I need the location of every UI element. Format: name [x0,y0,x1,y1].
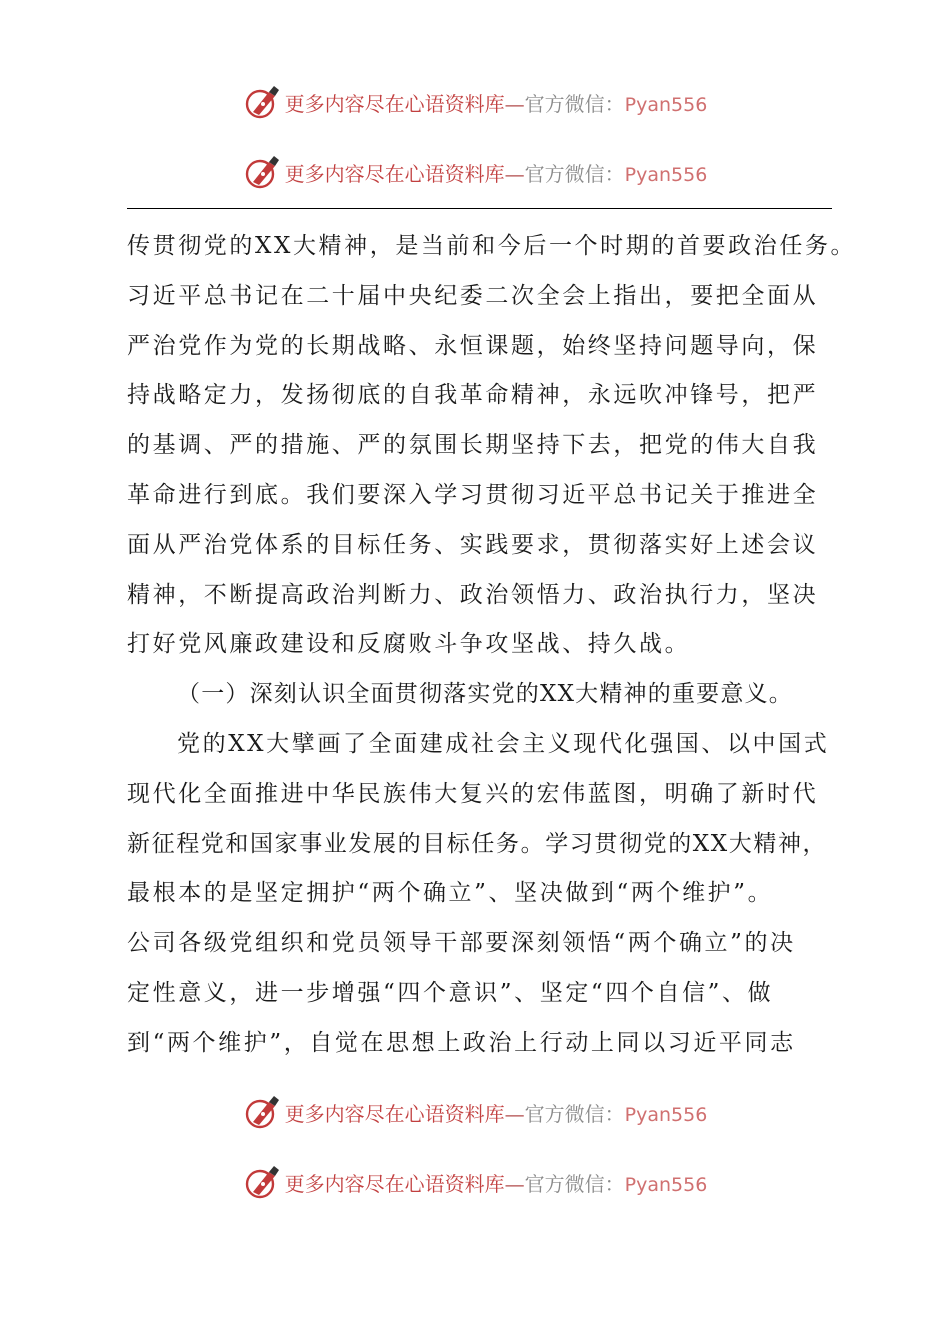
body-line: 定性意义，进一步增强“四个意识”、坚定“四个自信”、做 [127,979,774,1006]
watermark-banner-bottom-2 [0,1162,950,1202]
body-line: 传贯彻党的XX大精神，是当前和今后一个时期的首要政治任务。 [127,233,857,259]
body-line: 现代化全面推进中华民族伟大复兴的宏伟蓝图，明确了新时代 [127,780,819,807]
body-line: 新征程党和国家事业发展的目标任务。学习贯彻党的XX大精神， [127,830,828,857]
watermark-text: 更多内容尽在心语资料库 [284,161,505,186]
body-line: 到“两个维护”，自觉在思想上政治上行动上同以习近平同志 [127,1029,796,1056]
pen-nib-logo-icon [243,1162,283,1202]
body-line: 最根本的是坚定拥护“两个确立”、坚决做到“两个维护”。 [127,880,774,907]
header-divider [127,208,832,209]
watermark-label: 官方微信： [524,1101,625,1126]
watermark-banner-bottom-1 [0,1092,950,1132]
watermark-text: 更多内容尽在心语资料库 [284,1101,505,1126]
document-body [127,222,857,1069]
watermark-dash: — [504,91,525,116]
watermark-code: Pyan556 [624,1173,708,1196]
body-line: 习近平总书记在二十届中央纪委二次全会上指出，要把全面从 [127,282,819,309]
watermark-dash: — [504,161,525,186]
watermark-label: 官方微信： [524,91,625,116]
pen-nib-logo-icon [243,82,283,122]
watermark-text: 更多内容尽在心语资料库 [284,91,505,116]
watermark-dash: — [504,1101,525,1126]
pen-nib-logo-icon [243,1092,283,1132]
watermark-code: Pyan556 [624,1103,708,1126]
body-line: 持战略定力，发扬彻底的自我革命精神，永远吹冲锋号，把严 [127,382,819,409]
watermark-code: Pyan556 [624,163,708,186]
body-line: 严治党作为党的长期战略、永恒课题，始终坚持问题导向，保 [127,332,819,359]
body-line: 党的XX大擘画了全面建成社会主义现代化强国、以中国式 [177,730,830,757]
body-line: 面从严治党体系的目标任务、实践要求，贯彻落实好上述会议 [127,531,819,558]
body-line: 的基调、严的措施、严的氛围长期坚持下去，把党的伟大自我 [127,432,819,459]
watermark-code: Pyan556 [624,93,708,116]
body-line: 革命进行到底。我们要深入学习贯彻习近平总书记关于推进全 [127,481,819,508]
body-line: 打好党风廉政建设和反腐败斗争攻坚战、持久战。 [127,631,691,658]
section-heading: （一）深刻认识全面贯彻落实党的XX大精神的重要意义。 [177,681,793,708]
body-line: 精神，不断提高政治判断力、政治领悟力、政治执行力，坚决 [127,581,819,608]
watermark-banner-top-1 [0,82,950,122]
watermark-banner-top-2 [0,152,950,192]
watermark-text: 更多内容尽在心语资料库 [284,1171,505,1196]
watermark-dash: — [504,1171,525,1196]
body-line: 公司各级党组织和党员领导干部要深刻领悟“两个确立”的决 [127,930,796,957]
pen-nib-logo-icon [243,152,283,192]
watermark-label: 官方微信： [524,1171,625,1196]
watermark-label: 官方微信： [524,161,625,186]
